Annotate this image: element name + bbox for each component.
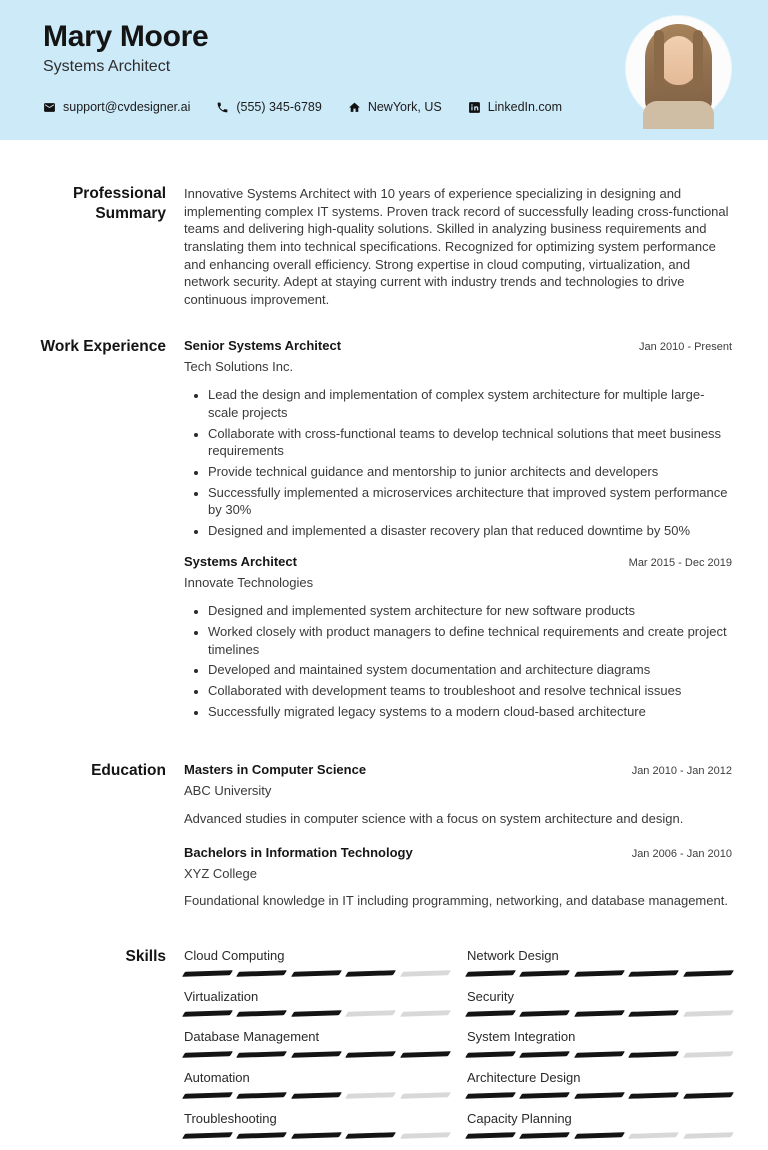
skill-level-bar xyxy=(184,1052,449,1057)
contact-location-text: NewYork, US xyxy=(367,100,442,114)
section-work-experience xyxy=(40,337,732,724)
skill-segment-empty xyxy=(400,970,451,977)
degree-dates: Jan 2006 - Jan 2010 xyxy=(631,847,732,860)
degree-dates: Jan 2010 - Jan 2012 xyxy=(631,765,732,778)
education-entry xyxy=(184,761,732,827)
section-professional-summary xyxy=(40,184,732,309)
skill-segment-filled xyxy=(345,1132,396,1139)
skill-segment-filled xyxy=(519,1132,570,1139)
job-dates: Jan 2010 - Present xyxy=(639,340,732,353)
skill-segment-filled xyxy=(628,1010,679,1017)
skill-item xyxy=(184,947,449,976)
school-name: ABC University xyxy=(184,783,272,799)
skill-segment-filled xyxy=(465,1051,516,1058)
skill-segment-filled xyxy=(683,1092,734,1099)
skill-item xyxy=(467,1110,732,1139)
skill-item xyxy=(467,1028,732,1057)
job-bullet: • Collaborate with cross-functional teams to develop technical solutions that meet business requirements xyxy=(208,425,732,460)
skill-segment-filled xyxy=(519,1092,570,1099)
job-title: Senior Systems Architect xyxy=(184,337,342,353)
skill-level-bar xyxy=(467,1052,732,1057)
job-bullet-list xyxy=(184,602,732,720)
skill-segment-filled xyxy=(182,970,233,977)
skill-segment-empty xyxy=(345,1010,396,1017)
skill-segment-filled xyxy=(574,1051,625,1058)
skill-name: Security xyxy=(467,988,514,1004)
skill-segment-filled xyxy=(683,970,734,977)
skills-column-right xyxy=(467,947,732,1150)
section-label-summary: Professional Summary xyxy=(72,185,166,222)
skill-segment-empty xyxy=(400,1092,451,1099)
skill-segment-filled xyxy=(345,970,396,977)
school-name: XYZ College xyxy=(184,865,257,881)
section-education xyxy=(40,761,732,910)
skill-name: Database Management xyxy=(184,1029,320,1045)
linkedin-icon xyxy=(468,101,481,114)
skill-segment-filled xyxy=(182,1132,233,1139)
skill-segment-filled xyxy=(519,970,570,977)
skill-segment-filled xyxy=(182,1010,233,1017)
section-label-skills: Skills xyxy=(125,947,166,965)
skill-segment-filled xyxy=(291,970,342,977)
contact-phone-text: (555) 345-6789 xyxy=(236,100,322,114)
job-bullet: • Provide technical guidance and mentorship to junior architects and developers xyxy=(208,463,732,481)
skill-name: Architecture Design xyxy=(467,1069,581,1085)
skills-column-left xyxy=(184,947,449,1150)
avatar xyxy=(626,16,731,121)
job-bullet: • Worked closely with product managers to define technical requirements and create project timelines xyxy=(208,623,732,658)
skill-item xyxy=(184,1028,449,1057)
skill-item xyxy=(467,947,732,976)
contact-location xyxy=(348,100,442,114)
skill-segment-filled xyxy=(574,970,625,977)
skill-item xyxy=(184,1069,449,1098)
skill-segment-filled xyxy=(345,1051,396,1058)
job-bullet: • Successfully implemented a microservices architecture that improved system performance by 30% xyxy=(208,484,732,519)
job-title: Systems Architect xyxy=(184,553,297,569)
skill-segment-filled xyxy=(628,1051,679,1058)
skill-segment-empty xyxy=(628,1132,679,1139)
skill-segment-filled xyxy=(291,1010,342,1017)
skill-level-bar xyxy=(467,1133,732,1138)
contact-linkedin-text: LinkedIn.com xyxy=(487,100,563,114)
skill-segment-filled xyxy=(519,1051,570,1058)
degree-title: Bachelors in Information Technology xyxy=(184,844,413,860)
skill-level-bar xyxy=(467,1011,732,1016)
contact-row xyxy=(43,100,562,114)
contact-email xyxy=(43,100,190,114)
phone-icon xyxy=(216,101,229,114)
skill-segment-filled xyxy=(236,1132,287,1139)
skill-name: Troubleshooting xyxy=(184,1110,277,1126)
skill-name: System Integration xyxy=(467,1029,576,1045)
skill-name: Automation xyxy=(184,1069,250,1085)
skill-segment-filled xyxy=(182,1092,233,1099)
contact-email-text: support@cvdesigner.ai xyxy=(63,100,191,114)
job-company: Innovate Technologies xyxy=(184,574,314,590)
home-icon xyxy=(348,101,361,114)
resume-header xyxy=(0,0,768,140)
job-bullet-list xyxy=(184,386,732,539)
job-company: Tech Solutions Inc. xyxy=(184,358,294,374)
skill-segment-filled xyxy=(465,1092,516,1099)
contact-linkedin xyxy=(468,100,562,114)
skills-grid xyxy=(184,947,732,1150)
skill-item xyxy=(467,988,732,1017)
skill-name: Virtualization xyxy=(184,988,259,1004)
skill-segment-filled xyxy=(236,1051,287,1058)
job-bullet: • Designed and implemented system architecture for new software products xyxy=(208,602,732,620)
skill-segment-filled xyxy=(628,1092,679,1099)
skill-segment-empty xyxy=(683,1051,734,1058)
skill-segment-filled xyxy=(291,1092,342,1099)
skill-item xyxy=(467,1069,732,1098)
avatar-hair-strand xyxy=(693,30,703,92)
skill-name: Capacity Planning xyxy=(467,1110,572,1126)
person-job-title: Systems Architect xyxy=(43,58,171,75)
job-bullet: • Lead the design and implementation of complex system architecture for multiple large-scale projects xyxy=(208,386,732,421)
skill-segment-filled xyxy=(574,1092,625,1099)
degree-title: Masters in Computer Science xyxy=(184,762,367,778)
skill-segment-empty xyxy=(683,1010,734,1017)
section-label-education: Education xyxy=(91,762,166,780)
summary-text: Innovative Systems Architect with 10 years of experience specializing in designing and implementing complex IT systems. Proven track record of successfully leading cross-functional teams and delivering high-quality solutions. Skilled in analyzing business requirements and translating them into technical specifications. Recognized for optimizing system performance and enhancing overall efficiency. Strong expertise in cloud computing, virtualization, and network security. Adept at staying current with industry trends and technologies to drive continuous improvement. xyxy=(184,186,729,308)
skill-level-bar xyxy=(184,1093,449,1098)
degree-description: Foundational knowledge in IT including programming, networking, and database management. xyxy=(184,893,728,909)
skill-level-bar xyxy=(184,1133,449,1138)
skill-segment-filled xyxy=(628,970,679,977)
skill-segment-filled xyxy=(465,970,516,977)
skill-segment-filled xyxy=(182,1051,233,1058)
education-entry xyxy=(184,844,732,910)
job-bullet: • Designed and implemented a disaster recovery plan that reduced downtime by 50% xyxy=(208,522,732,540)
skill-segment-filled xyxy=(519,1010,570,1017)
skill-segment-filled xyxy=(236,1092,287,1099)
skill-name: Network Design xyxy=(467,947,559,963)
skill-segment-filled xyxy=(465,1010,516,1017)
job-bullet: • Successfully migrated legacy systems to a modern cloud-based architecture xyxy=(208,703,732,721)
job-entry xyxy=(184,553,732,721)
resume-body xyxy=(0,140,768,1150)
job-dates: Mar 2015 - Dec 2019 xyxy=(628,556,732,569)
skill-segment-empty xyxy=(345,1092,396,1099)
skill-item xyxy=(184,1110,449,1139)
skill-segment-filled xyxy=(574,1132,625,1139)
skill-segment-filled xyxy=(400,1051,451,1058)
skill-level-bar xyxy=(467,1093,732,1098)
skill-segment-empty xyxy=(683,1132,734,1139)
skill-segment-filled xyxy=(465,1132,516,1139)
person-name: Mary Moore xyxy=(43,20,209,53)
skill-name: Cloud Computing xyxy=(184,947,285,963)
contact-phone xyxy=(216,100,321,114)
skill-segment-filled xyxy=(236,1010,287,1017)
skill-level-bar xyxy=(467,971,732,976)
section-skills xyxy=(40,947,732,1150)
degree-description: Advanced studies in computer science with a focus on system architecture and design. xyxy=(184,810,684,826)
skill-segment-filled xyxy=(291,1132,342,1139)
job-entry xyxy=(184,337,732,540)
skill-segment-filled xyxy=(236,970,287,977)
email-icon xyxy=(43,101,56,114)
skill-segment-filled xyxy=(291,1051,342,1058)
job-bullet: • Developed and maintained system documentation and architecture diagrams xyxy=(208,661,732,679)
skill-item xyxy=(184,988,449,1017)
skill-segment-filled xyxy=(574,1010,625,1017)
skill-level-bar xyxy=(184,1011,449,1016)
skill-segment-empty xyxy=(400,1132,451,1139)
avatar-hair-strand xyxy=(654,30,664,92)
avatar-shoulders xyxy=(643,101,714,129)
section-label-experience: Work Experience xyxy=(40,337,166,355)
job-bullet: • Collaborated with development teams to troubleshoot and resolve technical issues xyxy=(208,682,732,700)
skill-segment-empty xyxy=(400,1010,451,1017)
skill-level-bar xyxy=(184,971,449,976)
